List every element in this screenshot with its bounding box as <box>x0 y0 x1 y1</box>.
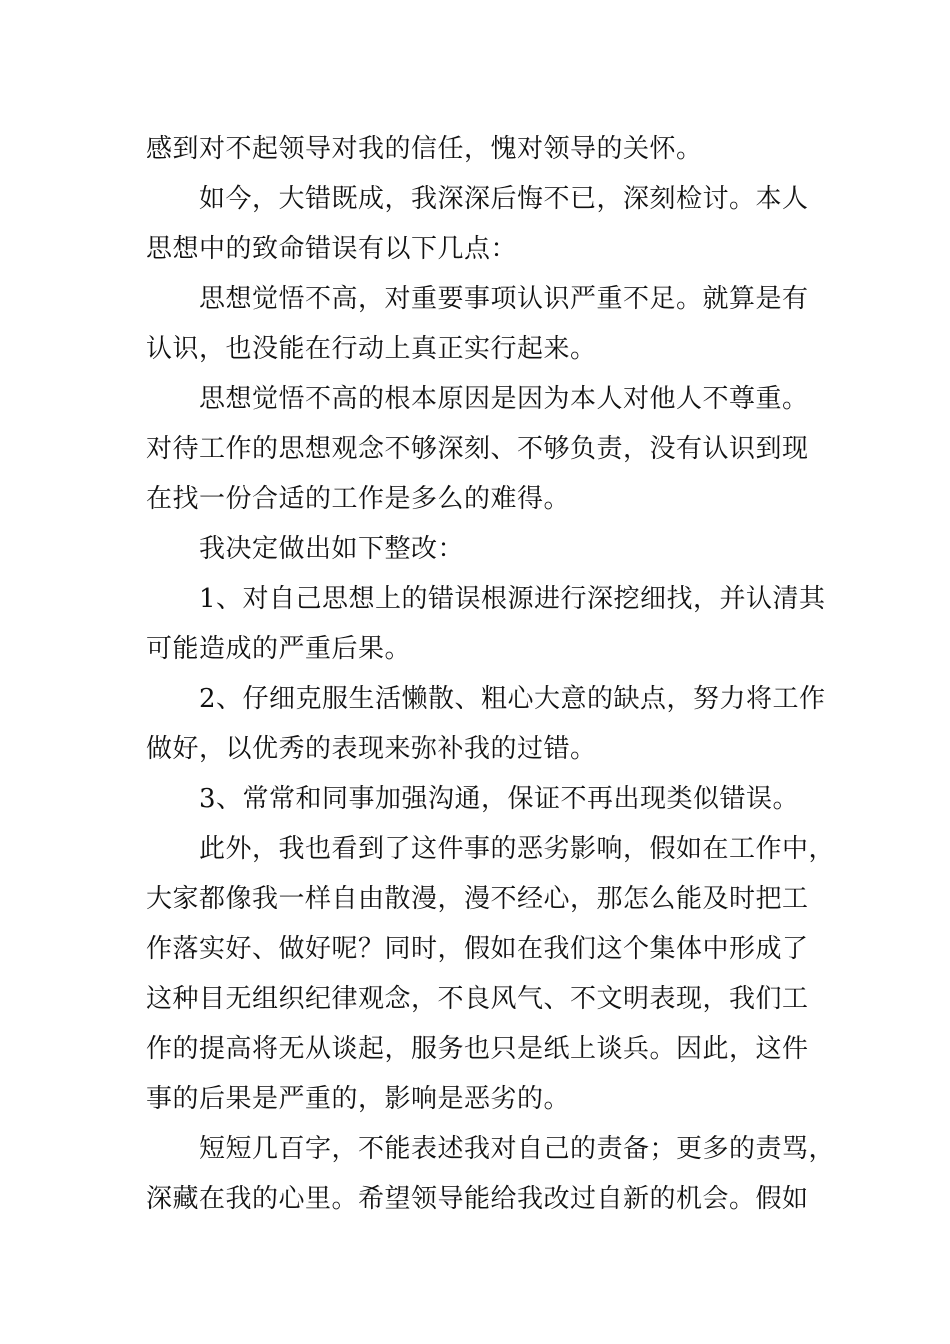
text-line: 1、对自己思想上的错误根源进行深挖细找，并认清其 <box>199 584 826 614</box>
text-line: 我决定做出如下整改： <box>199 534 465 564</box>
text-line: 3、常常和同事加强沟通，保证不再出现类似错误。 <box>199 784 800 814</box>
text-line: 认识，也没能在行动上真正实行起来。 <box>146 334 597 364</box>
text-line: 深藏在我的心里。希望领导能给我改过自新的机会。假如 <box>146 1184 809 1214</box>
text-line: 可能造成的严重后果。 <box>146 634 412 664</box>
text-line: 在找一份合适的工作是多么的难得。 <box>146 484 571 514</box>
text-line: 感到对不起领导对我的信任，愧对领导的关怀。 <box>146 134 703 164</box>
text-line: 此外，我也看到了这件事的恶劣影响，假如在工作中， <box>199 834 836 864</box>
text-line: 思想中的致命错误有以下几点： <box>146 234 518 264</box>
text-line: 如今，大错既成，我深深后悔不已，深刻检讨。本人 <box>199 184 809 214</box>
text-line: 对待工作的思想观念不够深刻、不够负责，没有认识到现 <box>146 434 809 464</box>
text-line: 思想觉悟不高的根本原因是因为本人对他人不尊重。 <box>199 384 809 414</box>
text-line: 作的提高将无从谈起，服务也只是纸上谈兵。因此，这件 <box>146 1034 809 1064</box>
text-line: 这种目无组织纪律观念，不良风气、不文明表现，我们工 <box>146 984 809 1014</box>
text-line: 短短几百字，不能表述我对自己的责备；更多的责骂， <box>199 1134 836 1164</box>
text-line: 事的后果是严重的，影响是恶劣的。 <box>146 1084 571 1114</box>
text-line: 作落实好、做好呢？同时，假如在我们这个集体中形成了 <box>146 934 809 964</box>
text-line: 大家都像我一样自由散漫，漫不经心，那怎么能及时把工 <box>146 884 809 914</box>
text-line: 2、仔细克服生活懒散、粗心大意的缺点，努力将工作 <box>199 684 826 714</box>
text-line: 做好，以优秀的表现来弥补我的过错。 <box>146 734 597 764</box>
text-line: 思想觉悟不高，对重要事项认识严重不足。就算是有 <box>199 284 809 314</box>
